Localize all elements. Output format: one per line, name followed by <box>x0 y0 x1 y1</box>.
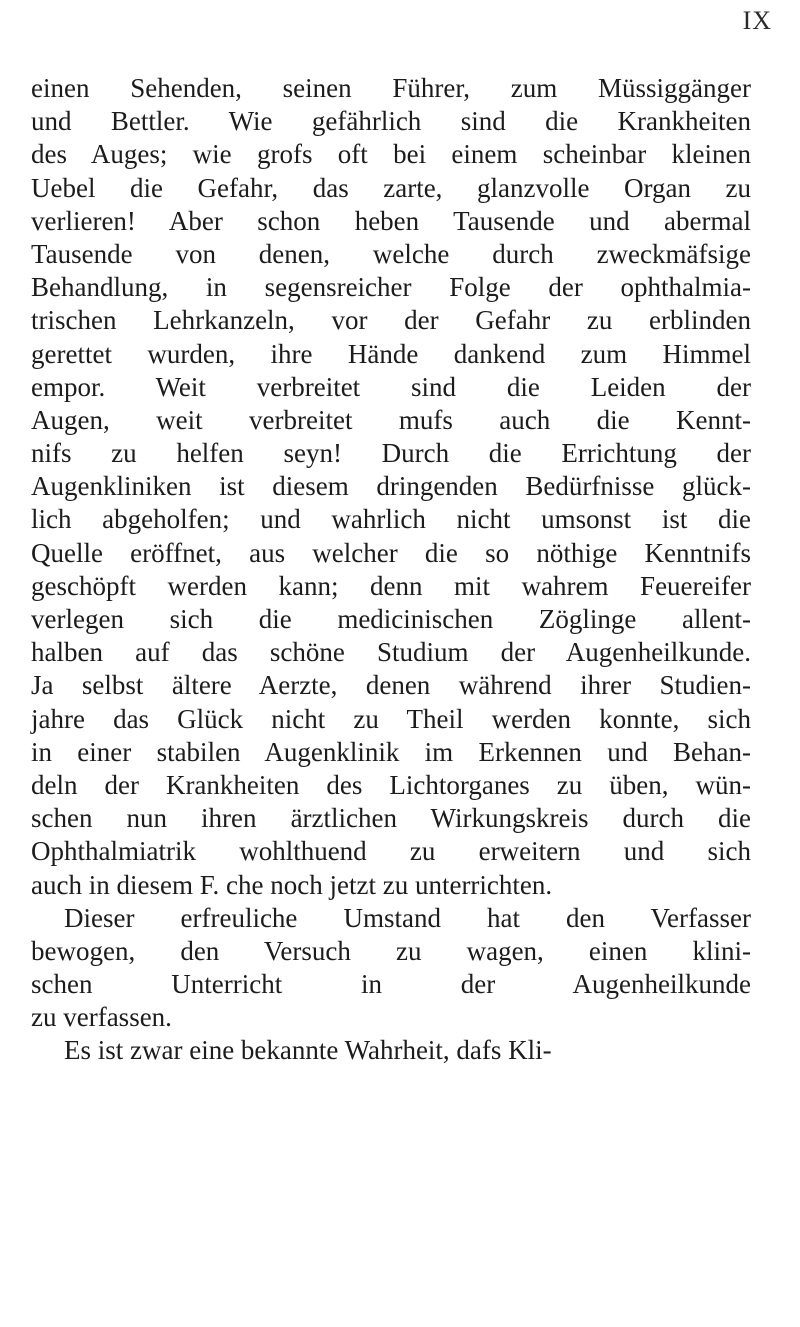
text-line: deln der Krankheiten des Lichtorganes zu üben, wün- <box>31 769 751 800</box>
text-line: verlieren! Aber schon heben Tausende und abermal <box>31 205 751 236</box>
text-line: schen nun ihren ärztlichen Wirkungskreis durch die <box>31 803 751 834</box>
text-line: Ophthalmiatrik wohlthuend zu erweitern und sich <box>31 836 751 867</box>
page-number: IX <box>742 6 772 35</box>
text-line: trischen Lehrkanzeln, vor der Gefahr zu erblinden <box>31 305 751 336</box>
text-line: Behandlung, in segensreicher Folge der ophthalmia- <box>31 272 751 303</box>
text-line: Quelle eröffnet, aus welcher die so nöthige Kenntnifs <box>31 537 751 568</box>
text-line: des Auges; wie grofs oft bei einem scheinbar kleinen <box>31 139 751 170</box>
text-line: bewogen, den Versuch zu wagen, einen klini- <box>31 935 751 966</box>
text-line: jahre das Glück nicht zu Theil werden konnte, sich <box>31 703 751 734</box>
text-line: Tausende von denen, welche durch zweckmäfsige <box>31 238 751 269</box>
text-line: nifs zu helfen seyn! Durch die Errichtung der <box>31 438 751 469</box>
text-line: Augenkliniken ist diesem dringenden Bedürfnisse glück- <box>31 471 751 502</box>
text-line: in einer stabilen Augenklinik im Erkennen und Behan- <box>31 736 751 767</box>
text-line: geschöpft werden kann; denn mit wahrem Feuereifer <box>31 570 751 601</box>
text-line: und Bettler. Wie gefährlich sind die Krankheiten <box>31 106 751 137</box>
body-text <box>31 72 751 1068</box>
text-line: gerettet wurden, ihre Hände dankend zum Himmel <box>31 338 751 369</box>
text-line: lich abgeholfen; und wahrlich nicht umsonst ist die <box>31 504 751 535</box>
text-line: halben auf das schöne Studium der Augenheilkunde. <box>31 637 751 668</box>
text-line: einen Sehenden, seinen Führer, zum Müssiggänger <box>31 73 751 103</box>
text-line: zu verfassen. <box>31 1002 172 1033</box>
text-line: verlegen sich die medicinischen Zöglinge allent- <box>31 604 751 634</box>
text-line: Es ist zwar eine bekannte Wahrheit, dafs Kli- <box>64 1035 552 1066</box>
text-line: Ja selbst ältere Aerzte, denen während ihrer Studien- <box>31 670 751 701</box>
text-line: schen Unterricht in der Augenheilkunde <box>31 969 751 1000</box>
text-line: Uebel die Gefahr, das zarte, glanzvolle Organ zu <box>31 172 751 203</box>
text-line: empor. Weit verbreitet sind die Leiden der <box>31 371 751 402</box>
text-line: auch in diesem F. che noch jetzt zu unterrichten. <box>31 869 553 900</box>
text-line: Dieser erfreuliche Umstand hat den Verfasser <box>64 902 751 933</box>
text-line: Augen, weit verbreitet mufs auch die Kennt- <box>31 404 751 435</box>
